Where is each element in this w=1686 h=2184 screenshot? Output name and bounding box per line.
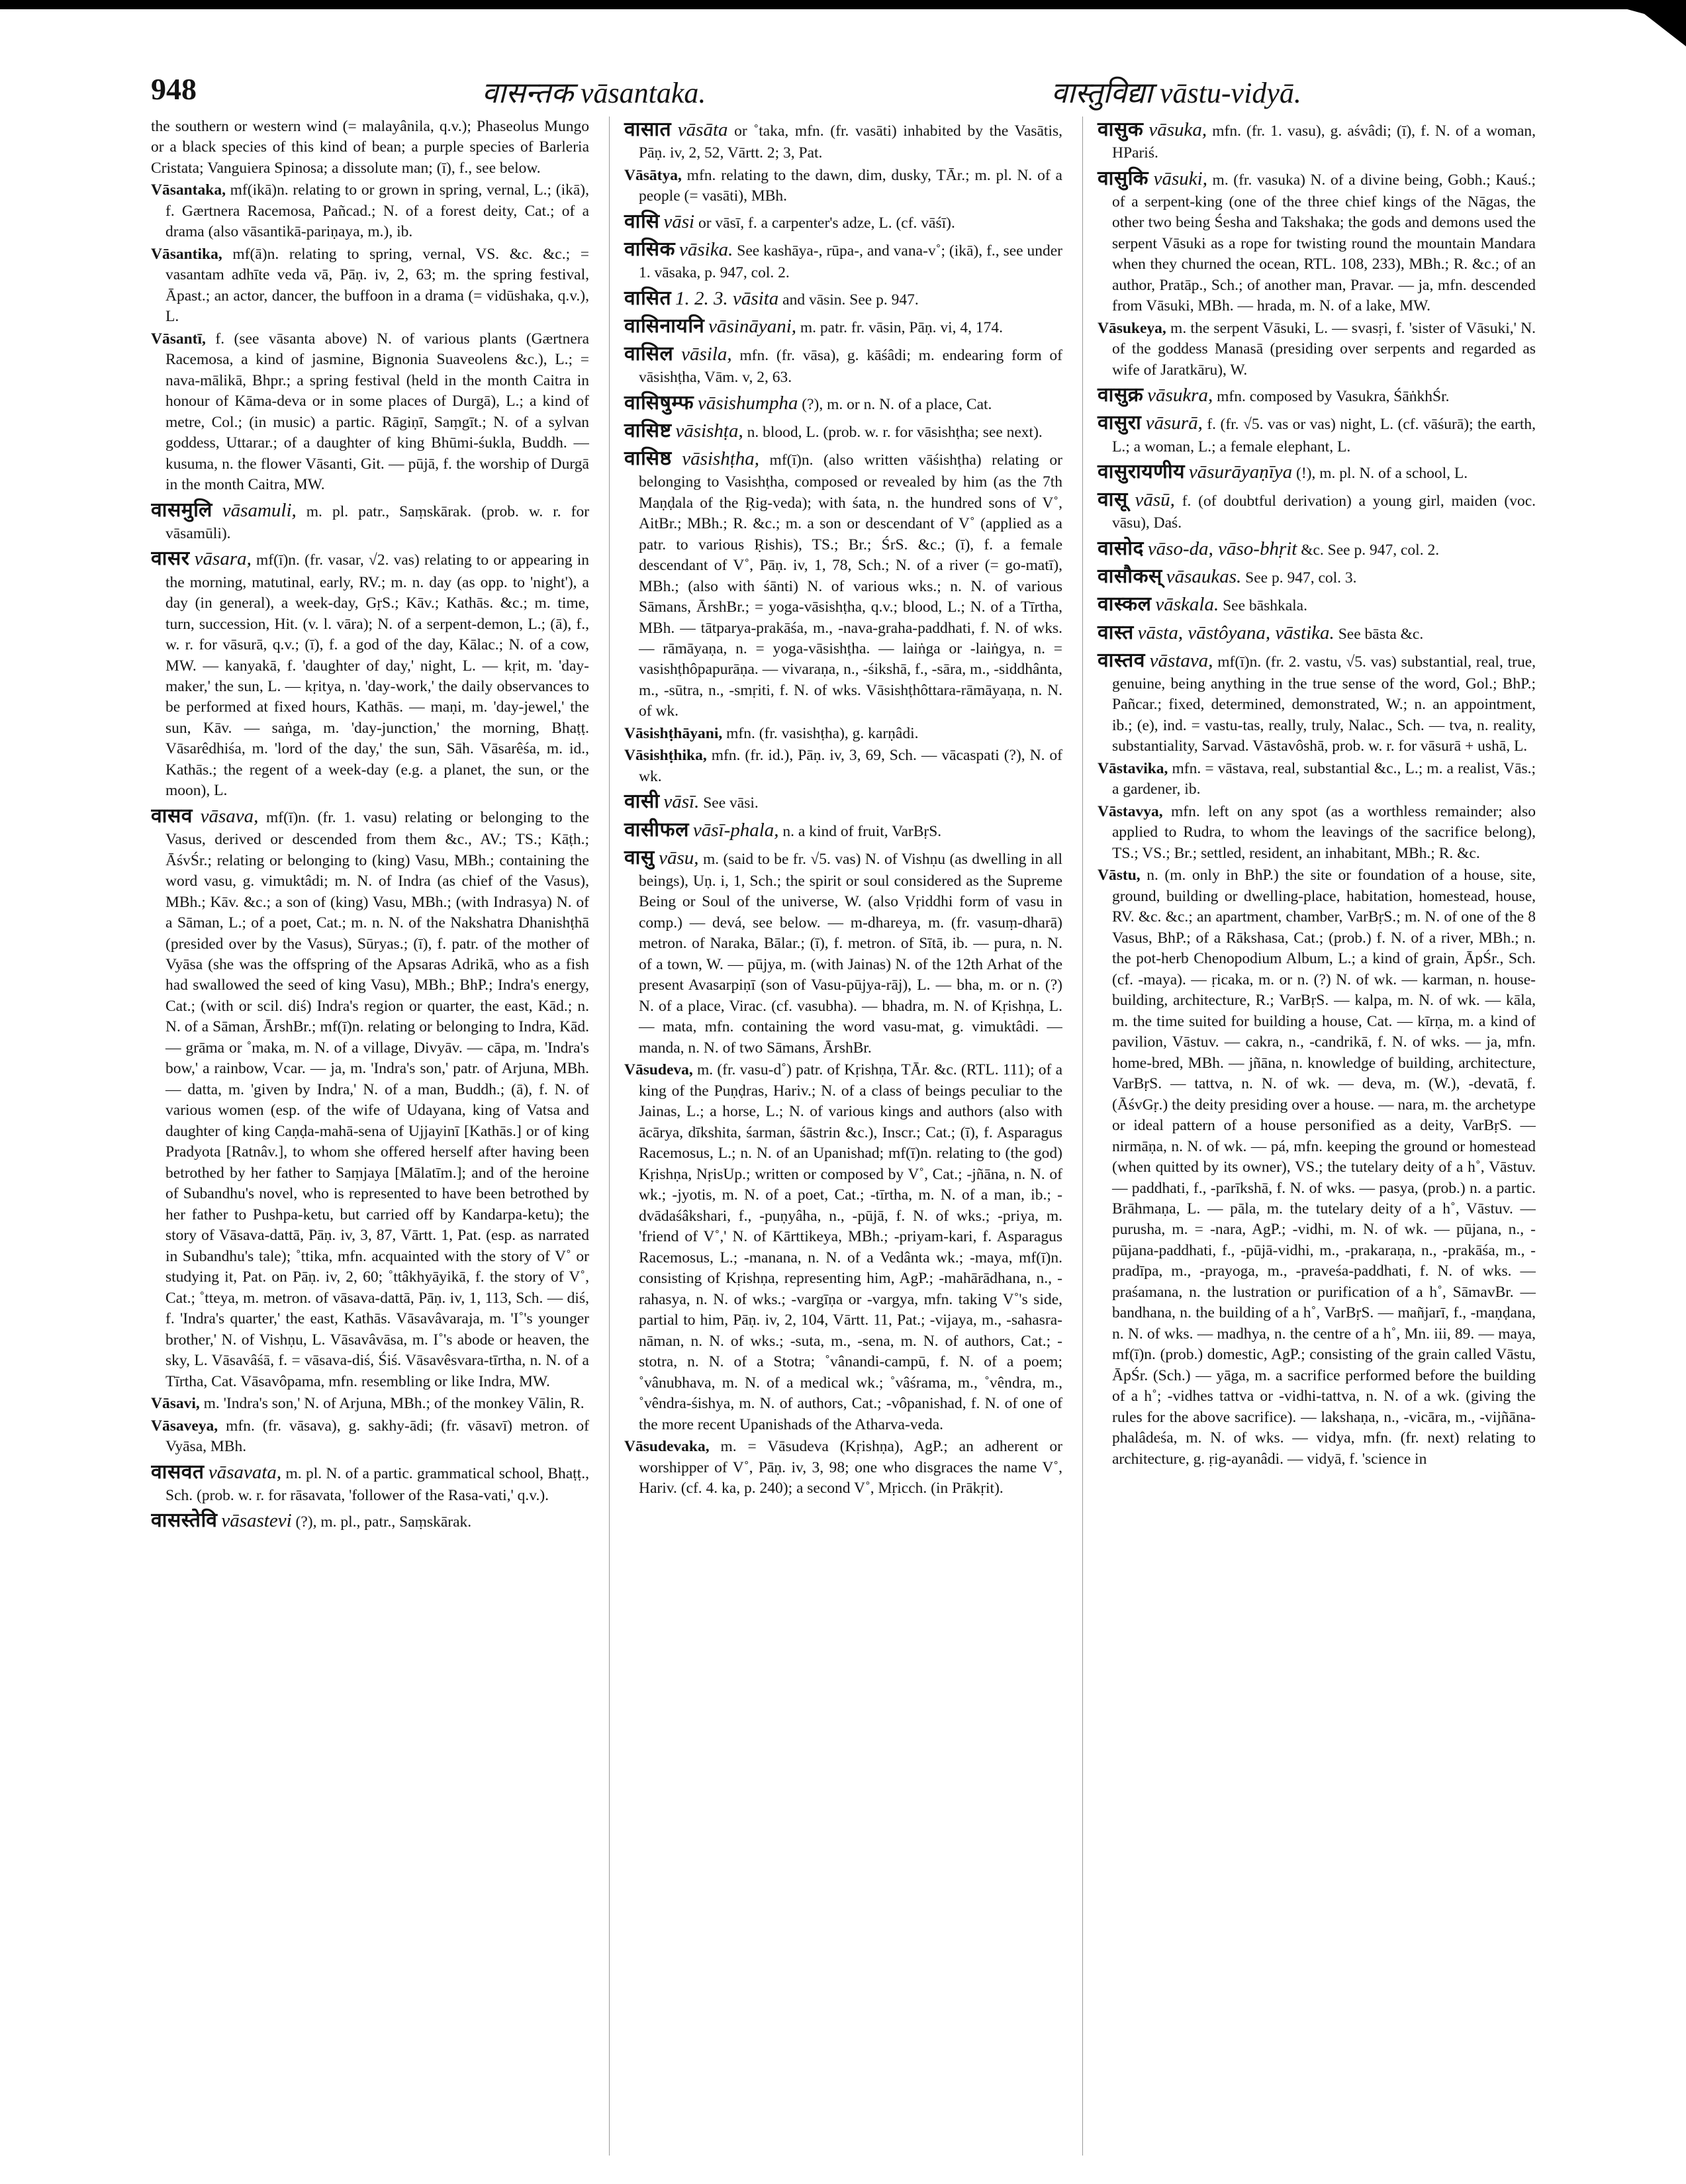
dictionary-entry	[151, 180, 589, 242]
entry-definition: mfn. (fr. vāsava), g. sakhy-ādi; (fr. vāsavī) metron. of Vyāsa, MBh.	[165, 1417, 589, 1456]
entry-definition: m. patr. fr. vāsin, Pāṇ. vi, 4, 174.	[800, 318, 1004, 336]
dictionary-entry	[1098, 166, 1536, 317]
headword-transliteration: Vāsudeva,	[624, 1061, 693, 1079]
headword-transliteration: vāsika.	[679, 238, 733, 260]
entry-definition: mf(ī)n. (fr. 2. vastu, √5. vas) substantial, real, true, genuine, being anything in the true sense of the word, Gol.; BhP.; Pañcar.; fixed, determined, demonstrated, W.; n. an appointment, ib.; (e), ind. = vastu-tas, really, truly, Nalac., Sch. — tva, n. reality, substantiality, Sarvad. Vāstavôshā, prob. w. r. for vāsurā + ushā, L.	[1112, 653, 1536, 755]
dictionary-entry	[1098, 620, 1536, 646]
dictionary-entry	[624, 313, 1062, 340]
dictionary-entry	[624, 845, 1062, 1059]
dictionary-entry	[151, 1416, 589, 1458]
headword-devanagari: वासिषुम्फ	[624, 391, 694, 414]
entry-definition: (?), m. pl., patr., Saṃskārak.	[295, 1513, 472, 1531]
headword-transliteration: Vāstavika,	[1098, 759, 1168, 777]
entry-definition: mfn. composed by Vasukra, ŚāṅkhŚr.	[1217, 388, 1450, 406]
headword-transliteration: Vāsishṭhika,	[624, 747, 707, 765]
headword-transliteration: Vāsavi,	[151, 1395, 200, 1413]
entry-definition: (?), m. or n. N. of a place, Cat.	[802, 395, 992, 413]
entry-definition: m. pl. patr., Saṃskārak. (prob. w. r. for vāsamūli).	[165, 502, 589, 542]
entry-definition: mf(ī)n. (also written vāśishṭha) relating or belonging to Vasishṭha, composed or revealed by him (as the 7th Maṇḍala of the Ṛig-veda); with śata, n. the hundred sons of V˚, AitBr.; MBh.; R. &c.; m. a son or descendant of V˚ (applied as a patr. to various Ṛishis), TS.; Br.; ŚrS. &c.; (ī), f. a female descendant of V˚, Pāṇ. iv, 1, 78, Sch.; N. of a river (= go-matī), MBh.; (also with śānti) N. of various wks.; n. N. of various Sāmans, ĀrshBr.; = yoga-vāsishṭha, q.v.; blood, L.; N. of a Tīrtha, MBh. — tātparya-prakāśa, m., -nava-graha-paddhati, f. N. of wks. — rāmāyaṇa, n. = yoga-vāsishṭha. — laiṅga or -laiṅgya, n. = vasishṭhôpapurāṇa. — vivaraṇa, n., -śikshā, f., -sāra, m., -siddhânta, m., -sūtra, n., -smṛiti, f. N. of wks. Vāsishṭhôttara-rāmāyaṇa, n. N. of wk.	[639, 451, 1062, 720]
headword-transliteration: Vāsantī,	[151, 330, 206, 348]
dictionary-entry	[151, 546, 589, 802]
headword-transliteration: vāsuki,	[1153, 167, 1207, 189]
entry-definition: mf(ī)n. (fr. 1. vasu) relating or belonging to the Vasus, derived or descended from them &c., AV.; TS.; Kāṭh.; ĀśvŚr.; relating or belonging to (king) Vasu, MBh.; containing the word vasu, g. vimuktâdi; m. N. of Indra (as chief of the Vasus), MBh.; Kāv. &c.; a son of (king) Vasu, MBh.; (with Indrasya) N. of a Sāman, L.; of a poet, Cat.; m. n. N. of the Nakshatra Dhanishṭhā (presided over by the Vasus), Sūryas.; (ī), f. patr. of the mother of Vyāsa (she was the offspring of the Apsaras Adrikā, who as a fish had swallowed the seed of king Vasu), MBh.; BhP.; Indra's energy, Cat.; (with or scil. diś) Indra's region or quarter, the east, Kād.; n. N. of a Sāman, ĀrshBr.; mf(ī)n. relating or belonging to Indra, Kād. — grāma or ˚maka, m. N. of a village, Divyāv. — cāpa, m. 'Indra's bow,' a rainbow, Vcar. — ja, m. 'Indra's son,' patr. of Arjuna, MBh. — datta, m. 'given by Indra,' N. of a man, Buddh.; (ā), f. N. of various women (esp. of the wife of Udayana, king of Vatsa and daughter of king Caṇḍa-mahā-sena of Ujjayinī [Kathās.] or of king Pradyota [Ratnâv.], to whom she offered herself after having been betrothed by her father to Saṃjaya [Mālatīm.]; and of the heroine of Subandhu's novel, who is represented to have been betrothed by her father to Pushpa-ketu, but carried off by Kandarpa-ketu); the story of Vāsava-dattā, Pāṇ. iv, 3, 87, Vārtt. 1, Pat. (esp. as narrated in Subandhu's tale); ˚ttika, mfn. acquainted with the story of V˚ or studying it, Pat. on Pāṇ. iv, 2, 60; ˚ttâkhyāyikā, f. the story of V˚, Cat.; ˚tteya, m. metron. of vāsava-dattā, Pāṇ. iv, 1, 113, Sch. — diś, f. 'Indra's quarter,' the east, Kathās. Vāsavâvaraja, m. 'I˚'s younger brother,' N. of Vishṇu, L. Vāsavâvāsa, m. I˚'s abode or heaven, the sky, L. Vāsavâśā, f. = vāsava-diś, Śiś. Vāsavêsvara-tīrtha, n. N. of a Tīrtha, Cat. Vāsavôpama, mfn. resembling or like Indra, MW.	[165, 808, 589, 1390]
dictionary-entry	[151, 329, 589, 496]
scan-edge	[0, 0, 1686, 9]
entry-definition: n. (m. only in BhP.) the site or foundation of a house, site, ground, building or dwelling-place, habitation, homestead, house, RV. &c. &c.; an apartment, chamber, VarBṛS.; m. N. of one of the 8 Vasus, BhP.; of a Rākshasa, Cat.; (prob.) f. N. of a river, MBh.; n. the pot-herb Chenopodium Album, L.; a kind of grain, ĀpŚr., Sch. (cf. -maya). — ṛicaka, m. or n. (?) N. of wk. — karman, n. house-building, architecture, R.; VarBṛS. — kalpa, m. N. of wk. — kāla, m. the time suited for building a house, Cat. — kīrṇa, m. a kind of pavilion, Vāstuv. — cakra, n., -candrikā, f. N. of wks. — ja, mfn. home-bred, MBh. — jñāna, n. knowledge of building, architecture, VarBṛS. — tattva, n. N. of wk. — deva, m. (W.), -devatā, f. (ĀśvGṛ.) the deity presiding over a house. — nara, m. the archetype or ideal pattern of a house personified as a deity, VarBṛS. — nirmāṇa, n. N. of wk. — pá, mfn. keeping the ground or homestead (when quitted by its owner), VS.; the tutelary deity of a h˚, Vāstuv. — paddhati, f., -parīkshā, f. N. of wks. — pasya, (prob.) n. a partic. Brāhmaṇa, L. — pāla, m. the tutelary deity of a h˚, Vāstuv. — purusha, m. = -nara, AgP.; -vidhi, m. N. of wk. — pūjana, n., -pūjana-paddhati, f., -pūjā-vidhi, m., -prakaraṇa, n., -prakāśa, m., -pradīpa, m., -prayoga, m., -praveśa-paddhati, f. N. of wks. — praśamana, n. the lustration or purification of a h˚, SāmavBr. — bandhana, n. the building of a h˚, VarBṛS. — mañjarī, f., -maṇḍana, n. N. of wks. — madhya, n. the centre of a h˚, Mn. iii, 89. — maya, mf(ī)n. (prob.) domestic, AgP.; consisting of the grain called Vāstu, ĀpŚr. (Sch.) — yāga, m. a sacrifice performed before the building of a h˚; -vidhes tattva or -vidhi-tattva, n. N. of a wk. (giving the rules for the above sacrifice). — lakshaṇa, n., -vicāra, m., -vijñāna-phalâdeśa, m. N. of wks. — vidya, mfn. (fr. next) relating to architecture, g. ṛig-ayanâdi. — vidyā, f. 'science in	[1112, 867, 1536, 1468]
column-2	[609, 117, 1062, 2156]
guide-word-left: वासन्तक vāsantaka.	[482, 77, 706, 109]
headword-devanagari: वासु	[624, 846, 655, 869]
entry-definition: mfn. = vāstava, real, substantial &c., L.; m. a realist, Vās.; a gardener, ib.	[1112, 759, 1536, 798]
entry-definition: m. = Vāsudeva (Kṛishṇa), AgP.; an adherent or worshipper of V˚, Pāṇ. iv, 3, 98; one who disgraces the name V˚, Hariv. (cf. 4. ka, p. 240); a second V˚, Mṛicch. (in Prākṛit).	[639, 1438, 1062, 1497]
headword-transliteration: vāsū,	[1135, 489, 1175, 511]
headword-transliteration: vāsukra,	[1147, 385, 1213, 406]
headword-transliteration: vāskala.	[1155, 594, 1219, 616]
dictionary-entry	[624, 724, 1062, 744]
headword-devanagari: वासिल	[624, 342, 674, 365]
dictionary-entry	[151, 1394, 589, 1414]
dictionary-entry	[624, 745, 1062, 787]
headword-transliteration: vāsī-phala,	[692, 819, 779, 841]
headword-transliteration: vāsta, vāstôyana, vāstika.	[1137, 622, 1335, 643]
headword-devanagari: वासवत	[151, 1460, 205, 1483]
dictionary-entry	[151, 117, 589, 179]
dictionary-entry	[624, 446, 1062, 722]
column-3	[1082, 117, 1536, 2156]
headword-transliteration: vāso-da, vāso-bhṛit	[1147, 538, 1297, 559]
dictionary-entry	[151, 1459, 589, 1507]
headword-devanagari: वासात	[624, 119, 672, 140]
headword-devanagari: वासर	[151, 547, 190, 570]
entry-definition: f. (see vāsanta above) N. of various plants (Gærtnera Racemosa, a kind of jasmine, Bignonia Suaveolens &c.), L.; = nava-mālikā, Bhpr.; a spring festival (held in the month Caitra in honour of Kāma-deva or in some places of Durgā), L.; a kind of metre, Col.; (in music) a partic. Rāgiṇī, Saṃgīt.; N. of a sylvan goddess, Uttarar.; of a daughter of king Bhūmi-śukla, Buddh. — kusuma, n. the flower Vāsanti, Git. — pūjā, f. the worship of Durgā in the month Caitra, MW.	[165, 330, 589, 494]
headword-transliteration: vāsi	[663, 211, 695, 232]
dictionary-entry	[1098, 563, 1536, 590]
dictionary-entry	[151, 497, 589, 545]
headword-transliteration: vāsavata,	[208, 1461, 282, 1483]
dictionary-entry	[624, 788, 1062, 815]
headword-transliteration: Vāsantika,	[151, 245, 222, 263]
entry-definition: See kashāya-, rūpa-, and vana-v˚; (ikā), f., see under 1. vāsaka, p. 947, col. 2.	[639, 242, 1062, 282]
headword-devanagari: वास्कल	[1098, 593, 1152, 616]
headword-transliteration: vāsuka,	[1148, 119, 1207, 140]
dictionary-entry	[151, 803, 589, 1392]
dictionary-entry	[624, 285, 1062, 312]
dictionary-entry	[624, 209, 1062, 235]
entry-definition: and vāsin. See p. 947.	[782, 291, 919, 309]
dictionary-entry	[624, 236, 1062, 284]
headword-transliteration: Vāsukeya,	[1098, 319, 1166, 337]
dictionary-entry	[1098, 487, 1536, 534]
dictionary-entry	[624, 341, 1062, 389]
entry-definition: See p. 947, col. 3.	[1245, 569, 1357, 587]
headword-devanagari: वासि	[624, 210, 660, 232]
headword-devanagari: वासुक्र	[1098, 384, 1144, 406]
headword-transliteration: vāsamuli,	[222, 499, 297, 521]
entry-definition: mfn. (fr. vāsa), g. kāśâdi; m. endearing form of vāsishṭha, Vām. v, 2, 63.	[639, 346, 1062, 387]
headword-devanagari: वासित	[624, 287, 672, 309]
entry-definition: n. blood, L. (prob. w. r. for vāsishṭha; see next).	[747, 423, 1043, 441]
dictionary-entry	[1098, 865, 1536, 1470]
dictionary-entry	[1098, 536, 1536, 562]
dictionary-entry	[1098, 802, 1536, 864]
entry-definition: mfn. left on any spot (as a worthless remainder; also applied to Rudra, to whom the leavings of the sacrifice belong), TS.; VS.; Br.; settled, resident, an inhabitant, MBh.; R. &c.	[1112, 802, 1536, 862]
dictionary-entry	[624, 390, 1062, 416]
entry-definition: mfn. relating to the dawn, dim, dusky, TĀr.; m. pl. N. of a people (= vasāti), MBh.	[639, 166, 1062, 205]
entry-definition: mfn. (fr. vasishṭha), g. karṇâdi.	[726, 724, 919, 742]
headword-transliteration: vāsurā,	[1145, 412, 1203, 434]
dictionary-entry	[624, 117, 1062, 164]
entry-definition: mfn. (fr. id.), Pāṇ. iv, 3, 69, Sch. — vācaspati (?), N. of wk.	[639, 747, 1062, 785]
entry-definition: &c. See p. 947, col. 2.	[1301, 541, 1440, 559]
dictionary-entry	[1098, 459, 1536, 485]
headword-devanagari: वास्तव	[1098, 649, 1145, 671]
headword-devanagari: वासिनायनि	[624, 314, 705, 337]
entry-definition: See bāshkala.	[1223, 597, 1307, 615]
headword-devanagari: वासिष्ठ	[624, 447, 672, 469]
dictionary-entry	[624, 1437, 1062, 1499]
dictionary-entry	[624, 1060, 1062, 1435]
entry-definition: mfn. (fr. 1. vasu), g. aśvâdi; (ī), f. N. of a woman, HPariś.	[1112, 122, 1536, 162]
dictionary-entry	[151, 1507, 589, 1534]
headword-devanagari: वासव	[151, 804, 193, 827]
dictionary-entry	[624, 166, 1062, 207]
entry-definition: mf(ikā)n. relating to or grown in spring, vernal, L.; (ikā), f. Gærtnera Racemosa, Pañcad.; N. of a forest deity, Cat.; of a drama (also vāsantikā-pariṇaya, m.), ib.	[165, 181, 589, 241]
headword-transliteration: vāsishumpha	[697, 392, 798, 414]
guide-word-right: वास्तुविद्या vāstu-vidyā.	[1051, 77, 1301, 109]
entry-definition: f. (of doubtful derivation) a young girl, maiden (voc. vāsu), Daś.	[1112, 493, 1536, 532]
dictionary-entry	[1098, 759, 1536, 800]
headword-transliteration: vāstava,	[1149, 649, 1213, 671]
entry-definition: or vāsī, f. a carpenter's adze, L. (cf. vāśī).	[698, 214, 955, 232]
dictionary-entry	[1098, 410, 1536, 457]
headword-transliteration: vāsurāyaṇīya	[1188, 461, 1293, 483]
headword-devanagari: वासुकि	[1098, 167, 1149, 189]
headword-transliteration: Vāstu,	[1098, 867, 1141, 884]
entry-definition: f. (fr. √5. vas or vas) night, L. (cf. vāśurā); the earth, L.; a woman, L.; a female elephant, L.	[1112, 416, 1536, 455]
headword-transliteration: vāsila,	[681, 343, 732, 365]
dictionary-entry	[1098, 318, 1536, 381]
entry-definition: m. pl. N. of a partic. grammatical school, Bhaṭṭ., Sch. (prob. w. r. for rāsavata, 'follower of the Rasa-vati,' q.v.).	[165, 1464, 589, 1504]
headword-transliteration: vāsu,	[659, 847, 699, 869]
headword-devanagari: वासिक	[624, 238, 676, 260]
dictionary-entry	[1098, 647, 1536, 757]
entry-definition: m. (fr. vasu-d˚) patr. of Kṛishṇa, TĀr. &c. (RTL. 111); of a king of the Puṇḍras, Hariv.; N. of a class of beings peculiar to the Jainas, L.; a horse, L.; N. of various kings and authors (also with ācārya, dīkshita, śarman, śāstrin &c.), Inscr.; Cat.; (ī), f. Asparagus Racemosus, L.; n. N. of an Upanishad; mf(ī)n. relating to (the god) Kṛishṇa, NṛisUp.; written or composed by V˚, Cat.; -jñāna, n. N. of wk.; -jyotis, m. N. of a poet, Cat.; -tīrtha, m. N. of a man, ib.; -dvādaśâkshari, f., -puṇyâha, n., -pūjā, f. N. of wks.; -priya, m. 'friend of V˚,' N. of Kārttikeya, MBh.; -priyam-kari, f. Asparagus Racemosus, L.; -manana, n. N. of a Vedânta wk.; -maya, mf(ī)n. consisting of Kṛishṇa, representing him, AgP.; -mahārādhana, n., -rahasya, n. N. of wks.; -vargīṇa or -vargya, mfn. taking V˚'s side, partial to him, Pāṇ. iv, 2, 104, Vārtt. 11, Pat.; -vijaya, m., -sahasra-nāman, n. N. of wks.; -suta, m., -sena, m. N. of authors, Cat.; -stotra, n. N. of a Stotra; ˚vânandi-campū, f. N. of a poem; ˚vânubhava, m. N. of a medical wk.; ˚vâśrama, m., ˚vêndra, m., ˚vêndra-śishya, m. N. of authors, Cat.; -vôpanishad, f. N. of one of the more recent Upanishads of the Atharva-veda.	[639, 1061, 1062, 1433]
text-columns	[151, 117, 1536, 2156]
headword-devanagari: वास्त	[1098, 621, 1134, 643]
headword-devanagari: वासीफल	[624, 818, 689, 841]
headword-transliteration: 1. 2. 3. vāsita	[675, 287, 779, 309]
headword-devanagari: वासिष्ट	[624, 419, 672, 442]
headword-transliteration: vāsara,	[194, 548, 252, 570]
entry-definition: m. (said to be fr. √5. vas) N. of Vishṇu (as dwelling in all beings), Uṇ. i, 1, Sch.; the spirit or soul considered as the Supreme Being or Soul of the universe, W. (also Vṛiddhi form of vasu in comp.) — devá, see below. — m-dhareya, m. (fr. vasuṃ-dharā) metron. of Naraka, Bālar.; (ī), f. metron. of Sītā, ib. — pura, n. N. of a town, W. — pūjya, m. (with Jainas) N. of the 12th Arhat of the present Avasarpiṇī (son of Vasu-pūjya-rāj), L. — bha, m. or n. (?) N. of a place, Virac. (cf. vasubha). — bhadra, m. N. of Kṛishṇa, L. — mata, mfn. containing the word vasu-mat, g. vimuktâdi. — manda, n. N. of two Sāmans, ĀrshBr.	[639, 850, 1062, 1057]
headword-devanagari: वासमुलि	[151, 499, 212, 521]
headword-transliteration: Vāsudevaka,	[624, 1438, 710, 1456]
headword-devanagari: वासी	[624, 790, 660, 813]
dictionary-entry	[1098, 382, 1536, 408]
page-number: 948	[151, 72, 197, 106]
headword-transliteration: Vāsaveya,	[151, 1417, 218, 1435]
headword-transliteration: vāsī.	[663, 791, 700, 813]
headword-transliteration: Vāstavya,	[1098, 802, 1163, 820]
headword-transliteration: vāsastevi	[221, 1510, 292, 1532]
entry-definition: See bāsta &c.	[1338, 625, 1424, 643]
entry-definition: mf(ī)n. (fr. vasar, √2. vas) relating to or appearing in the morning, matutinal, early, RV.; m. n. day (as opp. to 'night'), a day (in general), a week-day, GṛS.; Kāv.; Kathās. &c.; m. time, turn, succession, Hit. (v. l. vāra); N. of a serpent-demon, L.; (ā), f., w. r. for vāsurā, q.v.; (ī), f. a god of the day, Kālac.; N. of a cow, MW. — kanyakā, f. 'daughter of day,' night, L. — kṛit, m. 'day-maker,' the sun, L. — kṛitya, n. 'day-work,' the daily observances to be performed at fixed hours, Kathās. — maṇi, m. 'day-jewel,' the sun, Kāv. — saṅga, m. 'day-junction,' the morning, Bhaṭṭ. Vāsarêdhiśa, m. 'lord of the day,' the sun, Sāh. Vāsarêśa, m. id., Kathās.; the regent of a week-day (e.g. a planet, the sun, or the moon), L.	[165, 551, 589, 800]
headword-transliteration: vāsava,	[200, 805, 259, 827]
page-header	[151, 66, 1536, 119]
headword-transliteration: Vāsantaka,	[151, 181, 226, 199]
headword-transliteration: Vāsishṭhāyani,	[624, 724, 723, 742]
entry-definition: n. a kind of fruit, VarBṛS.	[782, 822, 942, 840]
headword-devanagari: वासस्तेवि	[151, 1509, 218, 1532]
entry-definition: m. 'Indra's son,' N. of Arjuna, MBh.; of the monkey Vālin, R.	[203, 1395, 585, 1413]
headword-transliteration: vāsināyani,	[708, 315, 797, 337]
dictionary-entry	[624, 817, 1062, 843]
entry-definition: (!), m. pl. N. of a school, L.	[1296, 465, 1468, 483]
headword-devanagari: वासोद	[1098, 537, 1144, 559]
headword-transliteration: Vāsātya,	[624, 166, 682, 184]
entry-definition: See vāsi.	[703, 794, 759, 812]
headword-devanagari: वासुरायणीय	[1098, 461, 1186, 483]
dictionary-entry	[151, 244, 589, 328]
headword-devanagari: वासुरा	[1098, 412, 1142, 434]
dictionary-entry	[624, 418, 1062, 444]
dictionary-entry	[1098, 591, 1536, 618]
entry-definition: m. the serpent Vāsuki, L. — svasṛi, f. 'sister of Vāsuki,' N. of the goddess Manasā (presiding over serpents and regarded as wife of Jaratkāru), W.	[1112, 319, 1536, 379]
dictionary-entry	[1098, 117, 1536, 164]
headword-devanagari: वासुक	[1098, 119, 1144, 140]
entry-definition: or ˚taka, mfn. (fr. vasāti) inhabited by the Vasātis, Pāṇ. iv, 2, 52, Vārtt. 2; 3, Pat.	[639, 122, 1062, 162]
entry-definition: mf(ā)n. relating to spring, vernal, VS. &c. &c.; = vasantam adhīte veda vā, Pāṇ. iv, 2, 63; m. the spring festival, Āpast.; an actor, dancer, the buffoon in a drama (= vidūshaka, q.v.), L.	[165, 245, 589, 326]
entry-definition: m. (fr. vasuka) N. of a divine being, Gobh.; Kauś.; of a serpent-king (one of the three chief kings of the Nāgas, the other two being Śesha and Takshaka; the gods and demons used the serpent Vāsuki as a rope for twisting round the mountain Mandara when they churned the ocean, RTL. 108, 233), MBh.; R. &c.; of an author, Pratāp., Sch.; of another man, Pravar. — ja, mfn. descended from Vāsuki, MBh. — hrada, m. N. of a lake, MW.	[1112, 171, 1536, 315]
headword-transliteration: vāsaukas.	[1166, 566, 1242, 588]
entry-definition: the southern or western wind (= malayânila, q.v.); Phaseolus Mungo or a black species of this kind of bean; a purple species of Barleria Cristata; Vanguiera Spinosa; a dissolute man; (ī), f., see below.	[151, 118, 589, 177]
headword-transliteration: vāsishṭha,	[682, 448, 760, 469]
headword-transliteration: vāsishṭa,	[675, 420, 743, 442]
headword-transliteration: vāsāta	[677, 119, 728, 140]
headword-devanagari: वासू	[1098, 489, 1128, 511]
column-1	[151, 117, 589, 2156]
headword-devanagari: वासौकस्	[1098, 565, 1162, 588]
